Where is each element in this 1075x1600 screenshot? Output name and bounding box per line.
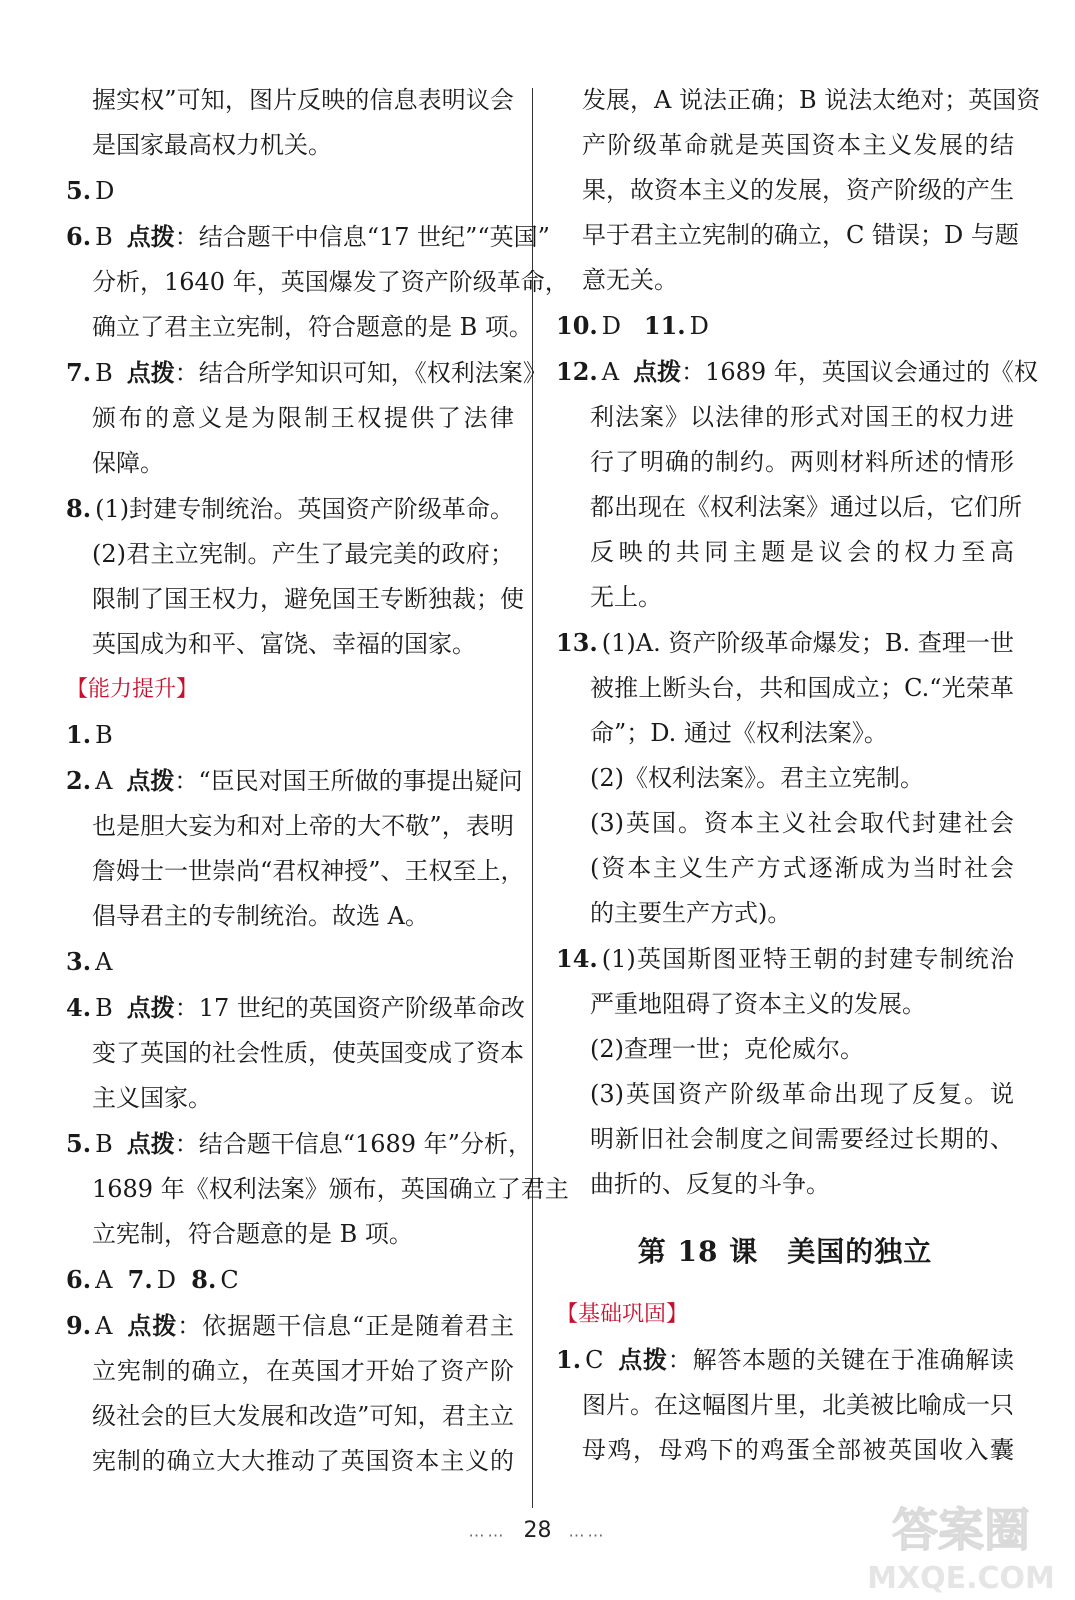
text-line: 的主要生产方式)。 (590, 899, 792, 927)
right-column (556, 78, 1041, 1473)
text-line: 立宪制的确立，在英国才开始了资产阶 (92, 1357, 514, 1385)
footer-dots: …… (568, 1521, 607, 1541)
answer-7: 7. B 点拨：结合所学知识可知，《权利法案》 (66, 358, 547, 387)
text-line: 都出现在《权利法案》通过以后，它们所 (590, 493, 1022, 521)
text-line: 是国家最高权力机关。 (92, 131, 332, 159)
text-line: 主义国家。 (92, 1084, 212, 1112)
text-line: (资本主义生产方式逐渐成为当时社会 (590, 854, 1014, 882)
section-heading-ability: 【能力提升】 (66, 677, 199, 702)
text-line: 被推上断头台，共和国成立；C.“光荣革 (590, 674, 1014, 702)
text-line: 反映的共同主题是议会的权力至高 (590, 538, 1014, 566)
text-line: 宪制的确立大大推动了英国资本主义的 (92, 1447, 514, 1475)
answer-9: 9. A 点拨：依据题干信息“正是随着君主 (66, 1311, 514, 1340)
text-line: 利法案》以法律的形式对国王的权力进 (590, 403, 1014, 431)
text-line: 果，故资本主义的发展，资产阶级的产生 (582, 176, 1014, 204)
text-line: (2)查理一世；克伦威尔。 (590, 1035, 864, 1063)
text-line: 产阶级革命就是英国资本主义发展的结 (582, 131, 1014, 159)
footer-dots: …… (468, 1521, 507, 1541)
answer-6: 6. B 点拨：结合题干中信息“17 世纪”“英国” (66, 222, 550, 251)
text-line: (3)英国。资本主义社会取代封建社会 (590, 809, 1014, 837)
answers-10-11: 10. D 11. D (556, 311, 709, 340)
text-line: 限制了国王权力，避免国王专断独裁；使 (92, 585, 524, 613)
left-column (66, 78, 569, 1484)
text-line: 确立了君主立宪制，符合题意的是 B 项。 (92, 313, 533, 341)
watermark-logo (861, 1492, 1061, 1598)
text-line: 1689 年《权利法案》颁布，英国确立了君主 (92, 1175, 569, 1203)
text-line: (2)君主立宪制。产生了最完美的政府； (92, 540, 514, 568)
text-line: 母鸡，母鸡下的鸡蛋全部被英国收入囊 (582, 1436, 1014, 1464)
text-line: 也是胆大妄为和对上帝的大不敬”，表明 (92, 812, 514, 840)
text-line: 严重地阻碍了资本主义的发展。 (590, 990, 926, 1018)
text-line: 握实权”可知，图片反映的信息表明议会 (92, 86, 514, 114)
text-line: 颁布的意义是为限制王权提供了法律 (92, 404, 514, 432)
answers-6-7-8: 6. A 7. D 8. C (66, 1265, 239, 1294)
answer-5: 5. D (66, 176, 115, 205)
text-line: 早于君主立宪制的确立，C 错误；D 与题 (582, 221, 1019, 249)
text-line: 级社会的巨大发展和改造”可知，君主立 (92, 1402, 514, 1430)
answer-13: 13. (1)A. 资产阶级革命爆发；B. 查理一世 (556, 628, 1014, 657)
text-line: 曲折的、反复的斗争。 (590, 1170, 830, 1198)
text-line: 分析，1640 年，英国爆发了资产阶级革命， (92, 268, 569, 296)
answer-1: 1. B (66, 720, 113, 749)
text-line: 英国成为和平、富饶、幸福的国家。 (92, 630, 476, 658)
text-line: 詹姆士一世崇尚“君权神授”、王权至上， (92, 857, 525, 885)
answer-4: 4. B 点拨：17 世纪的英国资产阶级革命改 (66, 993, 525, 1022)
page-number: 28 (523, 1518, 552, 1543)
answer-2: 2. A 点拨：“臣民对国王所做的事提出疑问 (66, 766, 523, 795)
text-line: (2)《权利法案》。君主立宪制。 (590, 764, 924, 792)
text-line: 行了明确的制约。两则材料所述的情形 (590, 448, 1014, 476)
text-line: (3)英国资产阶级革命出现了反复。说 (590, 1080, 1014, 1108)
answer-14: 14. (1)英国斯图亚特王朝的封建专制统治 (556, 944, 1014, 973)
watermark-text: 答案圈 (892, 1503, 1030, 1557)
text-line: 意无关。 (582, 266, 678, 294)
text-line: 变了英国的社会性质，使英国变成了资本 (92, 1039, 524, 1067)
text-line: 发展，A 说法正确；B 说法太绝对；英国资 (582, 86, 1041, 114)
text-line: 明新旧社会制度之间需要经过长期的、 (590, 1125, 1014, 1153)
lesson-title: 第 18 课 美国的独立 (637, 1235, 933, 1268)
text-line: 无上。 (590, 583, 662, 611)
answer-b1: 1. C 点拨：解答本题的关键在于准确解读 (556, 1345, 1015, 1374)
text-line: 图片。在这幅图片里，北美被比喻成一只 (582, 1391, 1014, 1419)
text-line: 立宪制，符合题意的是 B 项。 (92, 1220, 413, 1248)
watermark-domain: MXQE.COM (867, 1561, 1055, 1596)
answer-12: 12. A 点拨：1689 年，英国议会通过的《权 (556, 357, 1038, 386)
text-line: 命”；D. 通过《权利法案》。 (590, 719, 888, 747)
section-heading-basic: 【基础巩固】 (556, 1302, 689, 1327)
text-line: 倡导君主的专制统治。故选 A。 (92, 902, 429, 930)
answer-5b: 5. B 点拨：结合题干信息“1689 年”分析， (66, 1129, 532, 1158)
text-line: 保障。 (92, 449, 164, 477)
answer-3: 3. A (66, 947, 113, 976)
answer-8: 8. (1)封建专制统治。英国资产阶级革命。 (66, 494, 514, 523)
